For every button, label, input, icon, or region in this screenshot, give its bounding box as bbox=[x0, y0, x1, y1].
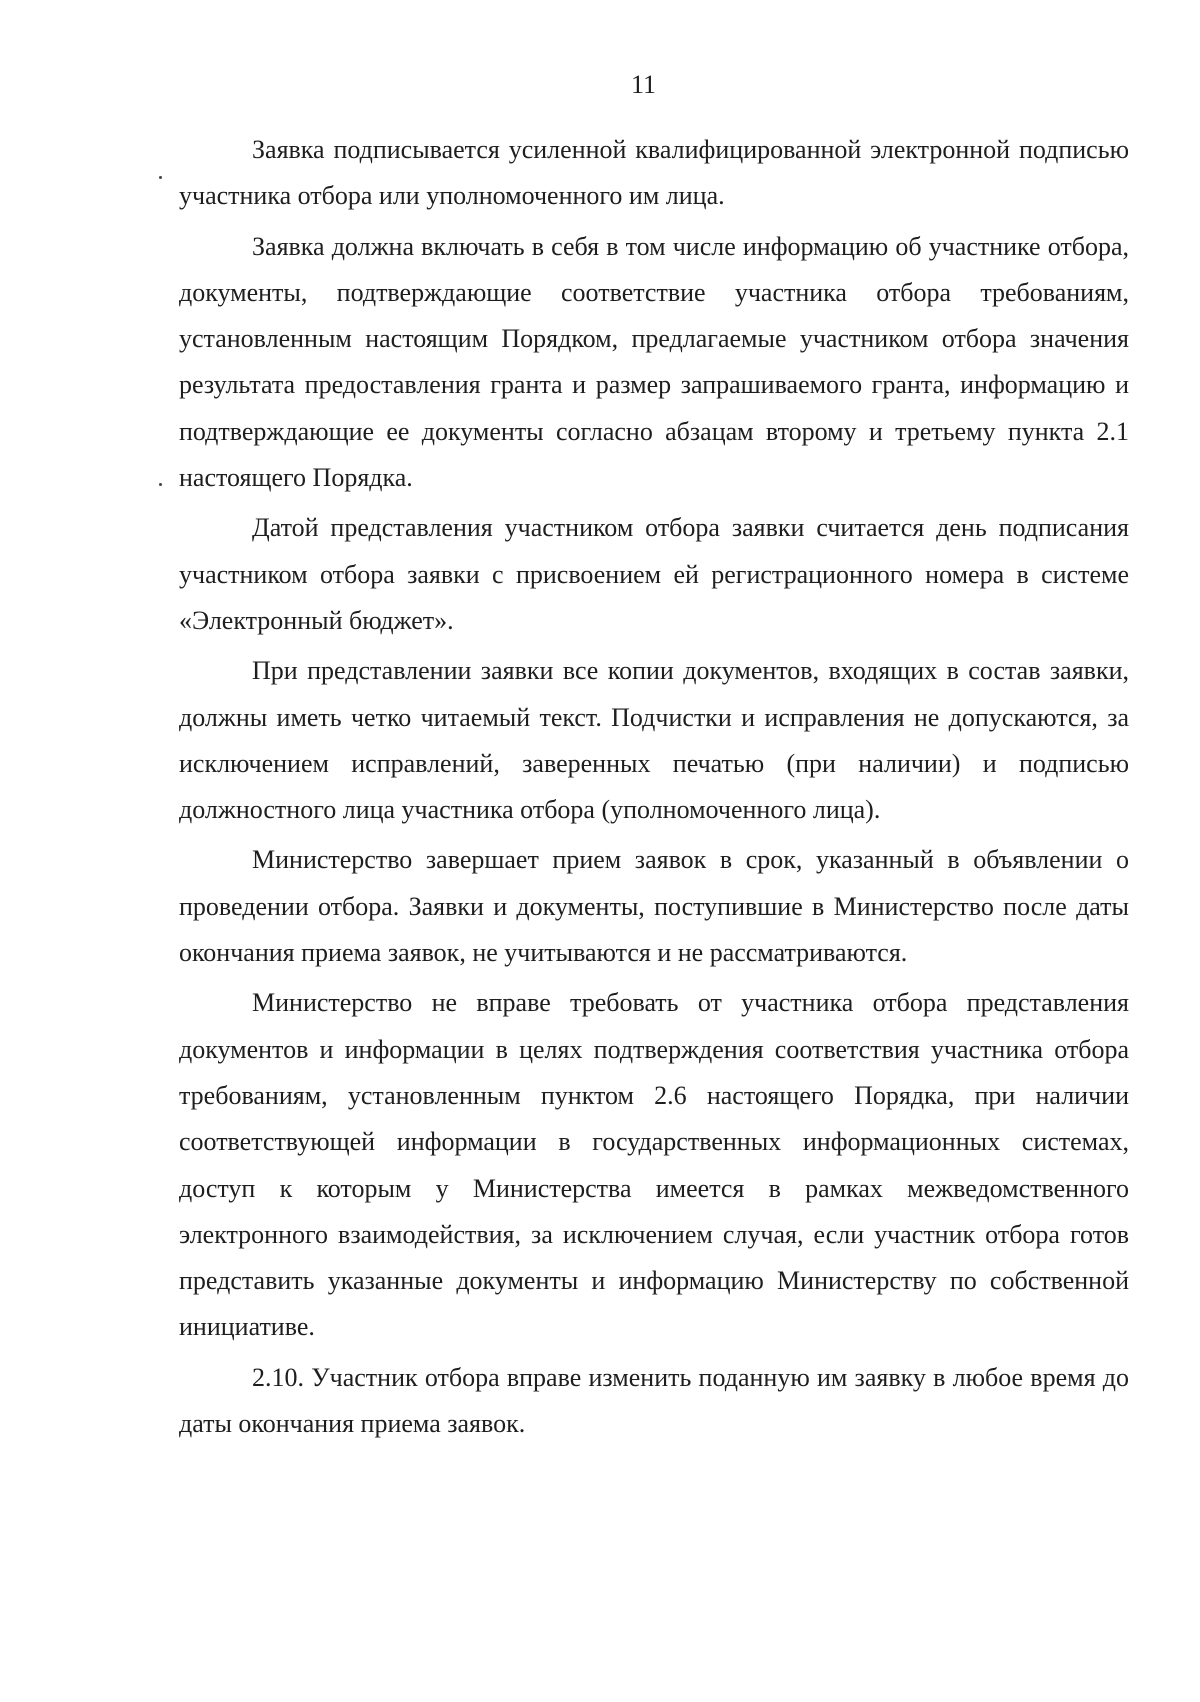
paragraph-2-10-change-application: 2.10. Участник отбора вправе изменить поданную им заявку в любое время до даты окончания приема заявок. bbox=[179, 1362, 1129, 1439]
paragraph-document-copies: При представлении заявки все копии документов, входящих в состав заявки, должны иметь четко читаемый текст. Подчистки и исправления не допускаются, за исключением исправлений, заверенных печатью (при наличии) и подписью должностного лица участника отбора (уполномоченного лица). bbox=[179, 656, 1129, 825]
scan-speck bbox=[159, 176, 162, 179]
scan-speck bbox=[159, 483, 162, 486]
paragraph-signature: Заявка подписывается усиленной квалифицированной электронной подписью участника отбора или уполномоченного им лица. bbox=[179, 135, 1129, 211]
paragraph-application-content: Заявка должна включать в себя в том числе информацию об участнике отбора, документы, подтверждающие соответствие участника отбора требованиям, установленным настоящим Порядком, предлагаемые участником отбора значения результата предоставления гранта и размер запрашиваемого гранта, информацию и подтверждающие ее документы согласно абзацам второму и третьему пункта 2.1 настоящего Порядка. bbox=[179, 231, 1129, 493]
paragraph-ministry-requirements: Министерство не вправе требовать от участника отбора представления документов и информации в целях подтверждения соответствия участника отбора требованиям, установленным пунктом 2.6 настоящего Порядка, при наличии соответствующей информации в государственных информационных системах, доступ к которым у Министерства имеется в рамках межведомственного электронного взаимодействия, за исключением случая, если участник отбора готов представить указанные документы и информацию Министерству по собственной инициативе. bbox=[179, 988, 1129, 1342]
paragraph-acceptance-end: Министерство завершает прием заявок в срок, указанный в объявлении о проведении отбора. Заявки и документы, поступившие в Министерство после даты окончания приема заявок, не учитываются и не рассматриваются. bbox=[179, 845, 1129, 968]
paragraph-submission-date: Датой представления участником отбора заявки считается день подписания участником отбора заявки с присвоением ей регистрационного номера в системе «Электронный бюджет». bbox=[179, 513, 1129, 635]
document-body bbox=[179, 127, 1129, 1451]
page-number: 11 bbox=[630, 70, 657, 99]
